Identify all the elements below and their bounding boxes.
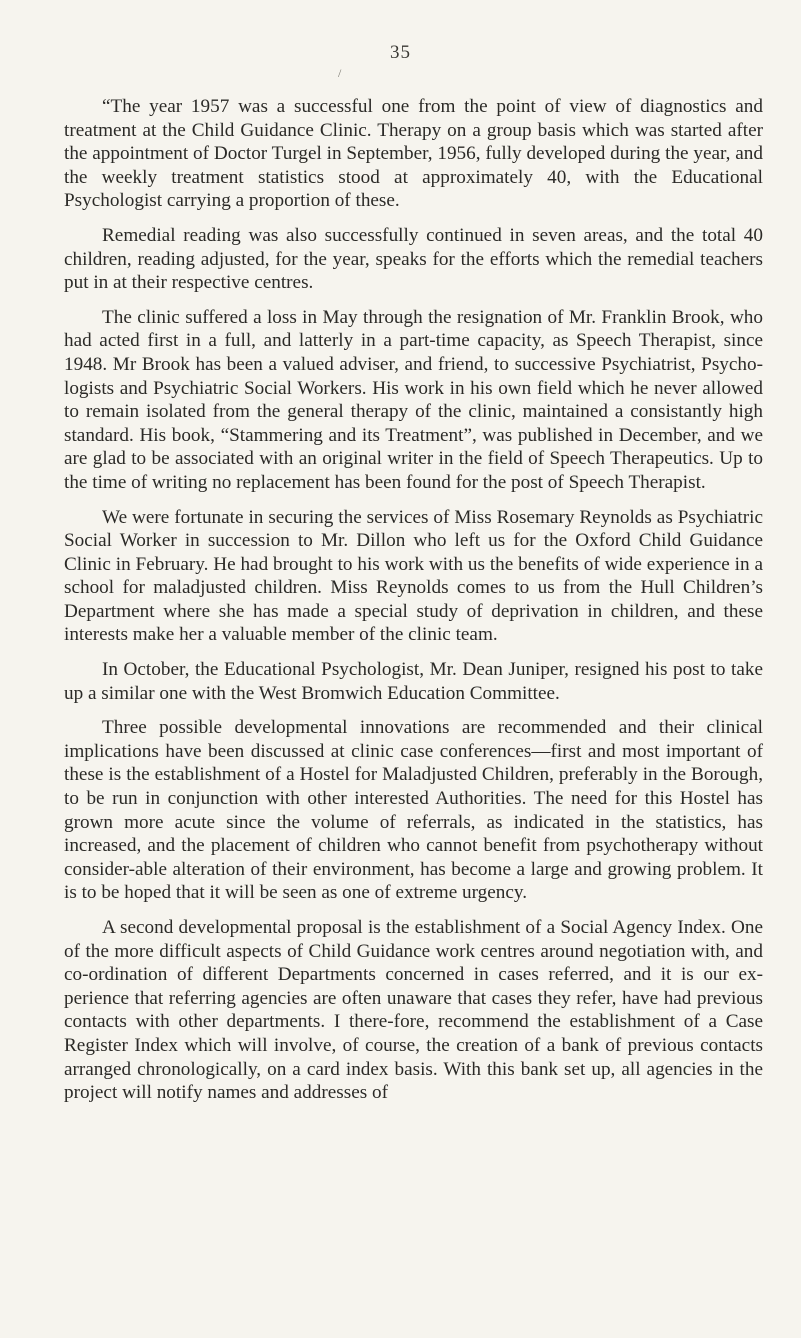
page-number: 35 (390, 42, 411, 63)
paragraph-therapy-year: “The year 1957 was a successful one from the point of view of diagnostics and treatment at the Child Guidance Clinic. Therapy on a group basis which was started after the appointment of Doctor Turgel in September, 1956, fully developed during the year, and the weekly treatment statistics stood at approximately 40, with the Educational Psychologist carrying a proportion of these. (64, 96, 763, 212)
paragraph-speech-therapist-resignation: The clinic suffered a loss in May through the resignation of Mr. Franklin Brook, who had acted first in a full, and latterly in a part-time capacity, as Speech Therapist, since 1948. Mr Brook has been a valued adviser, and friend, to successive Psychiatrist, Psycho-logists and Psychiatric Social Workers. His work in his own field which he never allowed to remain isolated from the general therapy of the clinic, maintained a consistantly high standard. His book, “Stammering and its Treatment”, was published in December, and we are glad to be associated with an original writer in the field of Speech Therapeutics. Up to the time of writing no replacement has been found for the post of Speech Therapist. (64, 306, 763, 493)
body-text (64, 95, 763, 1105)
paragraph-social-worker-appointment: We were fortunate in securing the services of Miss Rosemary Reynolds as Psychiatric Social Worker in succession to Mr. Dillon who left us for the Oxford Child Guidance Clinic in February. He had brought to his work with us the benefits of wide experience in a school for maladjusted children. Miss Reynolds comes to us from the Hull Children’s Department where she has made a special study of deprivation in children, and these interests make her a valuable member of the clinic team. (64, 506, 763, 646)
paragraph-remedial-reading: Remedial reading was also successfully continued in seven areas, and the total 40 children, reading adjusted, for the year, speaks for the efforts which the remedial teachers put in at their respective centres. (64, 224, 763, 294)
paragraph-hostel-proposal: Three possible developmental innovations are recommended and their clinical implications have been discussed at clinic case conferences—first and most important of these is the establishment of a Hostel for Maladjusted Children, preferably in the Borough, to be run in conjunction with other interested Authorities. The need for this Hostel has grown more acute since the volume of referrals, as indicated in the statistics, has increased, and the placement of children who cannot benefit from psychotherapy without consider-able alteration of their environment, has become a large and growing problem. It is to be hoped that it will be seen as one of extreme urgency. (64, 717, 763, 904)
stray-mark: / (338, 66, 342, 80)
paragraph-psychologist-resignation: In October, the Educational Psychologist, Mr. Dean Juniper, resigned his post to take up a similar one with the West Bromwich Education Committee. (64, 659, 763, 704)
paragraph-agency-index-proposal: A second developmental proposal is the establishment of a Social Agency Index. One of the more difficult aspects of Child Guidance work centres around negotiation with, and co-ordination of different Departments concerned in cases referred, and it is our ex-perience that referring agencies are often unaware that cases they refer, have had previous contacts with other departments. I there-fore, recommend the establishment of a Case Register Index which will involve, of course, the creation of a bank of previous contacts arranged chronologically, on a card index basis. With this bank set up, all agencies in the project will notify names and addresses of (64, 917, 763, 1104)
